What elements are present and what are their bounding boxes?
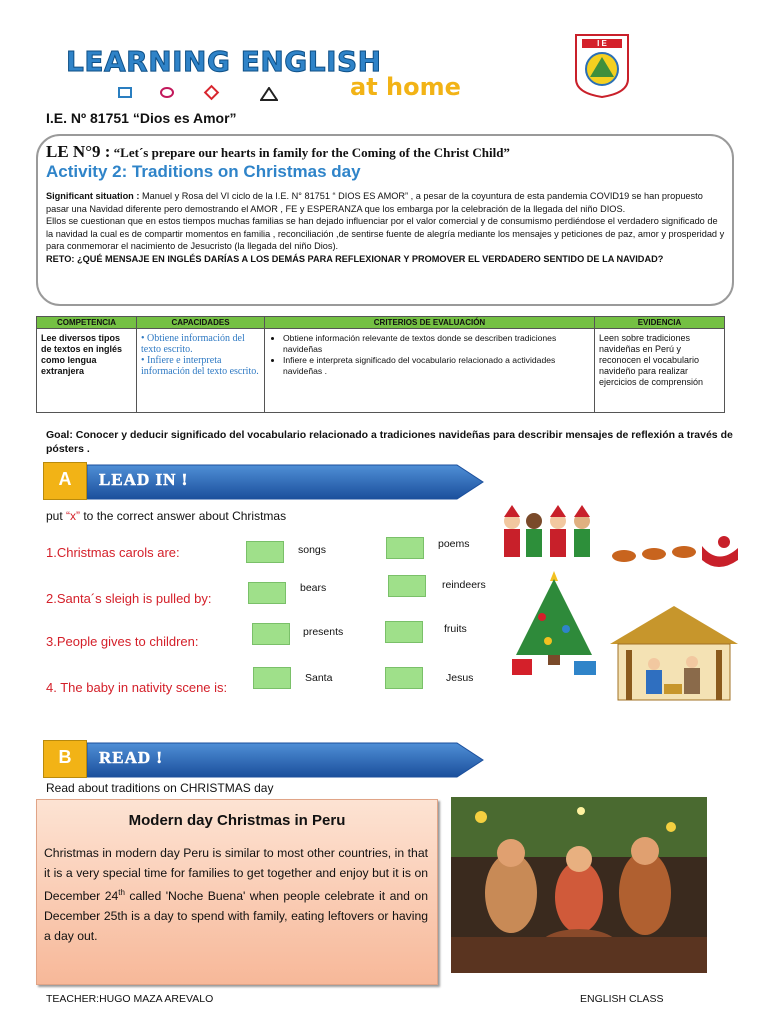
option-reindeers: reindeers (442, 579, 486, 591)
question-1: 1.Christmas carols are: (46, 545, 180, 560)
situation-paragraph-2: Ellos se cuestionan que en estos tiempos muchas familias se han dejado influenciar por el valor comercial y de consumismo perdiéndose el verdadero significado de la navidad la cual es de compartir momentos en familia , reconciliación ,de sentirse fuente de alegría mediante los mensajes y peticiones de paz, amor y prosperidad y para conmemorar el nacimiento de Jesucristo (la llegada del niño Dios). (46, 216, 725, 251)
answer-box-presents[interactable] (252, 623, 290, 645)
answer-box-jesus[interactable] (385, 667, 423, 689)
evidencia-cell: Leen sobre tradiciones navideñas en Perú y reconocen el vocabulario navideño para realizar ejercicios de comprensión (595, 329, 725, 413)
significant-situation (46, 190, 726, 265)
carol-singers-image (500, 503, 600, 559)
header-capacidades: CAPACIDADES (137, 317, 265, 329)
le-heading: “Let´s prepare our hearts in family for the Coming of the Christ Child” (113, 145, 510, 160)
le-title (46, 142, 510, 162)
capacidad-item: • Obtiene información del texto escrito. (141, 333, 245, 355)
peru-nativity-photo (451, 797, 707, 973)
section-a-label: LEAD IN ! (99, 470, 189, 489)
reading-title: Modern day Christmas in Peru (128, 812, 346, 829)
question-3: 3.People gives to children: (46, 634, 199, 649)
situation-label: Significant situation : (46, 191, 140, 201)
footer-class: ENGLISH CLASS (580, 993, 664, 1005)
situation-paragraph-1: Manuel y Rosa del VI ciclo de la I.E. N° 81751 “ DIOS ES AMOR” , a pesar de la coyuntura de esta pandemia COVID19 se han propuesto pasar una Navidad diferente pero demostrando el AMOR , FE y ESPERANZA que los embarga por la celebración de la llegada del niño DIOS. (46, 191, 703, 214)
santa-sleigh-image (606, 530, 742, 578)
criterio-item: • Obtiene información relevante de textos donde se describen tradiciones navideñas (283, 333, 590, 355)
answer-box-fruits[interactable] (385, 621, 423, 643)
option-jesus: Jesus (446, 672, 474, 684)
capacidades-cell (137, 329, 265, 413)
criterios-cell (265, 329, 595, 413)
diamond-icon (204, 85, 220, 101)
reto-question: RETO: ¿QUÉ MENSAJE EN INGLÉS DARÍAS A LOS DEMÁS PARA REFLEXIONAR Y PROMOVER EL VERDADERO SENTIDO DE LA NAVIDAD? (46, 253, 664, 264)
answer-box-songs[interactable] (246, 541, 284, 563)
header-competencia: COMPETENCIA (37, 317, 137, 329)
circle-icon (160, 87, 174, 98)
answer-box-poems[interactable] (386, 537, 424, 559)
header-criterios: CRITERIOS DE EVALUACIÓN (265, 317, 595, 329)
activity-title: Activity 2: Traditions on Christmas day (46, 162, 361, 181)
square-icon (118, 87, 132, 98)
competency-table (36, 316, 725, 413)
option-bears: bears (300, 582, 327, 594)
option-poems: poems (438, 538, 470, 550)
option-songs: songs (298, 544, 327, 556)
goal-text: Goal: Conocer y deducir significado del vocabulario relacionado a tradiciones navideñas para describir mensajes de reflexión a través de pósters . (46, 429, 733, 455)
capacidad-item: • Infiere e interpreta información del texto escrito. (141, 355, 259, 377)
section-a-badge: A (43, 462, 87, 500)
read-instruction: Read about traditions on CHRISTMAS day (46, 781, 274, 795)
section-b-label: READ ! (99, 748, 164, 767)
section-b-header (43, 740, 485, 780)
option-santa: Santa (305, 672, 333, 684)
option-presents: presents (303, 626, 344, 638)
le-number: LE N°9 : (46, 142, 111, 161)
answer-box-reindeers[interactable] (388, 575, 426, 597)
table-header-row (37, 317, 725, 329)
table-row (37, 329, 725, 413)
christmas-tree-image (508, 567, 600, 679)
answer-box-santa[interactable] (253, 667, 291, 689)
question-4: 4. The baby in nativity scene is: (46, 680, 228, 695)
banner-title: LEARNING ENGLISH (66, 45, 382, 78)
header-evidencia: EVIDENCIA (595, 317, 725, 329)
criterio-item: • Infiere e interpreta significado del vocabulario relacionado a actividades navideñas . (283, 355, 590, 377)
school-logo (574, 33, 630, 99)
reading-text: Christmas in modern day Peru is similar to most other countries, in that it is a very special time for families to get together and enjoy but it is on December 24th called 'Noche Buena' when people celebrate it and on December 25th is a day to spend with family, eating leftovers or having a day out. (44, 846, 428, 944)
logo-lettering: I E (597, 39, 607, 48)
nativity-scene-image (606, 600, 742, 704)
header-banner (60, 43, 538, 101)
competencia-cell: Lee diversos tipos de textos en inglés como lengua extranjera (37, 329, 137, 413)
section-b-badge: B (43, 740, 87, 778)
section-a-header (43, 462, 485, 502)
triangle-icon (260, 87, 278, 101)
lead-in-instruction: put “x” to the correct answer about Christmas (46, 509, 287, 523)
option-fruits: fruits (444, 623, 467, 635)
answer-box-bears[interactable] (248, 582, 286, 604)
banner-subtitle: at home (350, 73, 461, 101)
school-name: I.E. Nº 81751 “Dios es Amor” (46, 110, 237, 126)
question-2: 2.Santa´s sleigh is pulled by: (46, 591, 212, 606)
footer-teacher: TEACHER:HUGO MAZA AREVALO (46, 993, 214, 1005)
